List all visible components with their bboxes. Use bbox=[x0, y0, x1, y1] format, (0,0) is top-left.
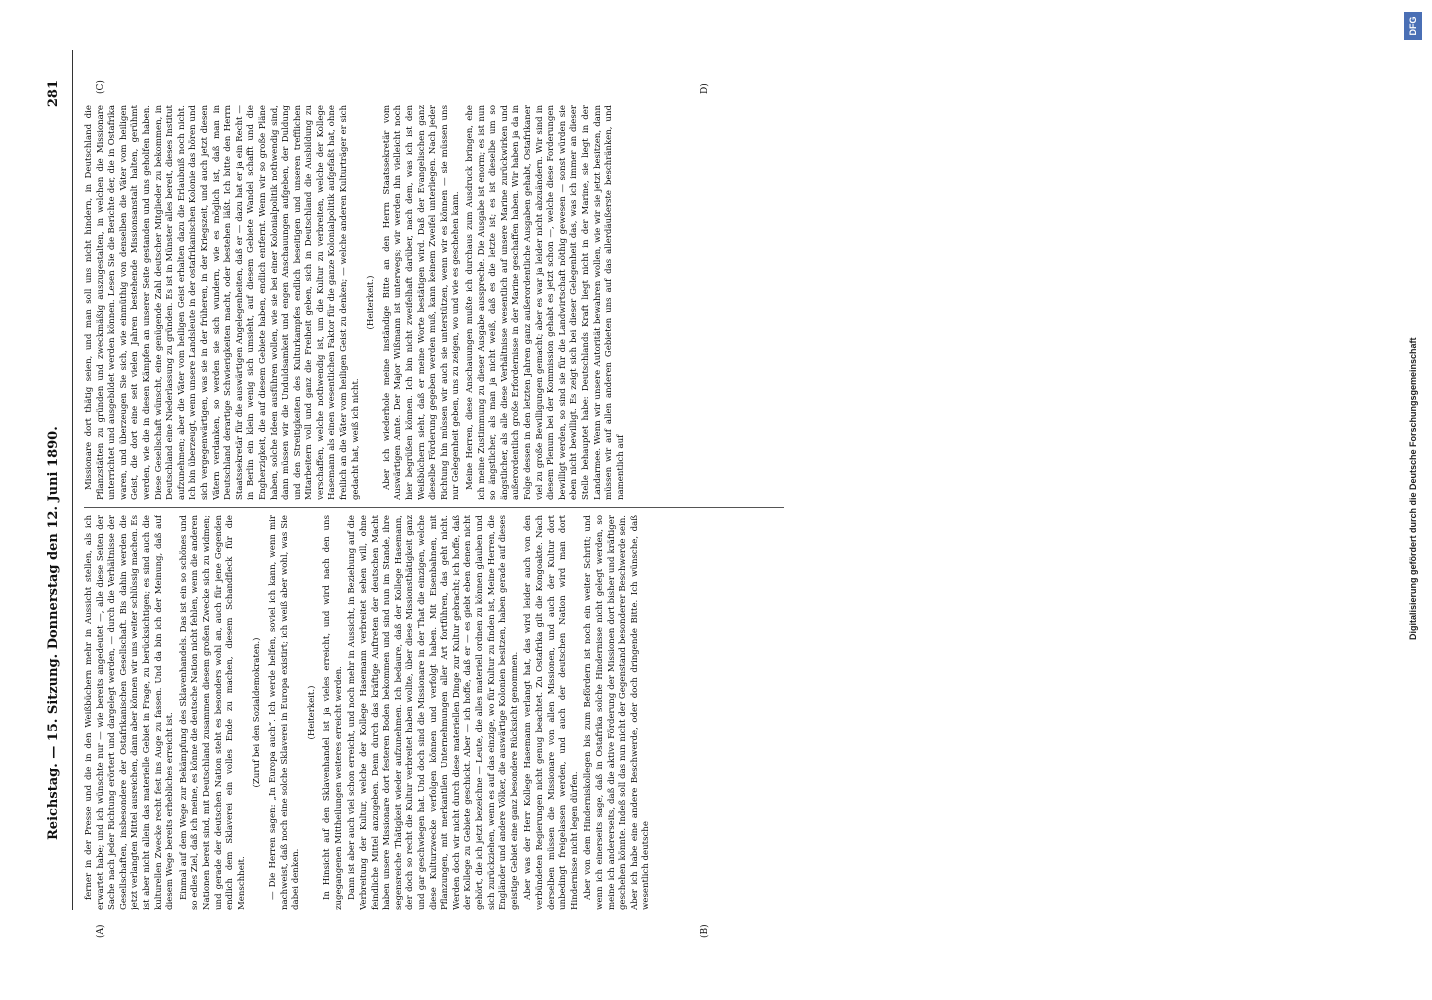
paragraph: Meine Herren, diese Anschauungen mußte ich durchaus zum Ausdruck bringen, ehe ich meine Zustimmung zu dieser Ausgabe ausspreche. Die Ausgabe ist enorm; es ist nun so ängstlicher, als man ja nicht weiß, daß es die letzte ist; es ist dieselbe um so ängstlicher, als alle diese Verhältnisse wesentlich auf unsere Marine zurückwirken und außerordentlich große Erfordernisse in der Marine geschaffen haben. Wir haben ja da in Folge dessen in den letzten Jahren ganz außerordentliche Ausgaben gehabt, Ostafrikaner viel zu große Bewilligungen gemacht; aber es war ja leider nicht abzuändern. Wir sind in diesem Plenum bei der Kommission gehabt es jetzt schon —, welche diese Forderungen bewilligt werden, so sind sie für die Landwirtschaft nöthig gewesen — sonst würden sie eben nicht bewilligt. Es zeigt sich bei dieser Gelegenheit das, was ich immer an dieser Stelle behauptet habe: Deutschlands Kraft liegt nicht in der Marine, sie liegt in der Landarmee. Wenn wir unsere Autorität bewahren wollen, wie wir sie jetzt besitzen, dann müssen wir auf allen anderen Gebieten uns auf das allerdäußerste beschränken, und namentlich auf bbox=[465, 105, 626, 500]
credit-text: Digitalisierung gefördert durch die Deutsche Forschungsgemeinschaft bbox=[1408, 337, 1418, 640]
paragraph: Missionare dort thätig seien, und man soll uns nicht hindern, in Deutschland die Pflanzstätten zu gründen und zweckmäßig auszugestalten, in welchen die Missionare unterrichtet und ausgebildet werden können. Lesen Sie die Berichte der, die in Ostafrika waren, und überzeugen Sie sich, wie einmüthig von denselben die Väter vom heiligen Geist, die dort eine seit vielen Jahren bestehende Missionsanstalt halten, gerühmt werden, wie die in diesen Kämpfen an unserer Seite gestanden und uns geholfen haben. Diese Gesellschaft wünscht, eine genügende Zahl deutscher Mitglieder zu bekommen, in Deutschland eine Niederlassung zu gründen. Es ist in Münster alles bereit, dieses Institut aufzunehmen; aber die Väter vom heiligen Geist erhalten dazu die Erlaubniß noch nicht. Ich bin überzeugt, wenn unsere Landsleute in der ostafrikanischen Kolonie das hören und sich vergegenwärtigen, was sie in der früheren, in der Kriegszeit, und auch jetzt diesen Vätern verdanken, so werden sie sich wundern, wie es möglich ist, daß man in Deutschland derartige Schwierigkeiten macht, oder bestehen läßt. Ich bitte den Herrn Staatssekretär für die auswärtigen Angelegenheiten, daß er — dazu hat er ja ein Recht — in Berlin ein klein wenig sich umsieht, auf diesem Gebiete Wandel schafft und die Engherzigkeit, die auf diesem Gebiete haben, endlich entfernt. Wenn wir so große Pläne haben, solche Ideen ausführen wollen, wie sie bei einer Kolonialpolitik nothwendig sind, dann müssen wir die Unduldsamkeit und engen Anschauungen aufgeben, der Duldung und den Streitigkeiten des Kulturkampfes endlich beseitigen und unseren trefflichen Mitarbeitern voll und ganz die Freiheit geben, sich in Deutschland die Ausbildung zu verschaffen, welche nothwendig ist, um die Kultur zu verbreiten, welche der Kollege Hasemann als einen wesentlichen Faktor für die ganze Kolonialpolitik aufgefaßt hat, ohne freilich an die Väter vom heiligen Geist zu denken; — welche anderen Kulturträger er sich gedacht hat, weiß ich nicht. bbox=[84, 105, 361, 500]
interjection: (Heiterkeit.) bbox=[306, 685, 317, 740]
paragraph: Aber ich wiederhole meine inständige Bitte an den Herrn Staatssekretär vom Auswärtigen Amte. Der Major Wißmann ist unterwegs; wir werden ihn vielleicht noch hier begrüßen können. Ich bin nicht zweifelhaft darüber, nach dem, was ich ist den Weißbüchern sieht, daß er meine Worte bestätigen wird. Daß der Evangelischen ganz dieselbe Förderung gegeben werden muß, kann keinem Zweifel unterliegen. Nach jeder Richtung hin müssen wir auch sie unterstützen, wenn wir es können — sie müssen uns nur Gelegenheit geben, uns zu zeigen, wo und wie es geschehen kann. bbox=[381, 105, 462, 500]
interjection: (Heiterkeit.) bbox=[366, 275, 377, 330]
paragraph: Aber von dem Hinderniskollegen bis zum Befördern ist noch ein weiter Schritt; und wenn ich einerseits sage, daß in Ostafrika solche Hindernisse nicht gelegt werden, so meine ich andererseits, daß die aktive Förderung der Missionen dort bisher und kräftiger geschehen könnte. Indeß soll das nun nicht der Gegenstand besonderer Beschwerde sein. Aber ich habe eine andere Beschwerde, oder doch dringende Bitte. Ich wünsche, daß wesentlich deutsche bbox=[583, 515, 652, 910]
text-column-left bbox=[84, 515, 794, 910]
header-title: Reichstag. — 15. Sitzung. Donnerstag den 12. Juni 1890. bbox=[46, 426, 61, 840]
paragraph: Einmal auf dem Wege zur Bekämpfung des Sklavenhandels. Das ist ein so schönes und so edles Ziel, daß ich meine, es könne die deutsche Nation nicht fehlen, wenn die anderen Nationen bereit sind, mit Deutschland zusammen diesem großen Zwecke sich zu widmen; und gerade der deutschen Nation steht es besonders wohl an, auch für jene Gegenden endlich dem Sklaverei ein volles Ende zu machen, diesem Schandfleck für die Menschheit. bbox=[178, 515, 247, 910]
marker-b: (B) bbox=[700, 924, 710, 938]
column-divider bbox=[84, 507, 784, 508]
page-header bbox=[46, 40, 70, 960]
paragraph: ferner in der Presse und die in den Weißbüchern mehr in Aussicht stellen, als ich erwartet habe; und ich wünschte nur — wie bereits angedeutet —, alle diese Seiten der Sache nach jeder Richtung erörtert und dargelegt werden, — durch die Verhältnisse der Gesellschaften, insbesondere der Ostafrikanischen Gesellschaft. Bis dahin werden die jetzt verlangten Mittel ausreichen, dann aber können wir uns weiter schlüssig machen. Es ist aber nicht allein das materielle Gebiet in Frage, zu berücksichtigen; es sind auch die kulturellen Zwecke recht fest ins Auge zu fassen. Und da bin ich der Meinung, daß auf diesem Wege bereits erhebliches erreicht ist. bbox=[84, 515, 176, 910]
dfg-logo: DFG bbox=[1404, 12, 1422, 40]
page-number: 281 bbox=[46, 80, 61, 108]
interjection: (Zuruf bei den Sozialdemokraten.) bbox=[252, 637, 263, 788]
paragraph: Aber was der Herr Kollege Hasemann verlangt hat, das wird leider auch von den verbündeten Regierungen nicht genug beachtet. Zu Ostafrika gilt die Kongoakte. Nach derselben müssen die Missionare von allen Missionen, und auch der Kultur dort unbedingt freigelassen werden, und auch der deutschen Nation wird man dort Hindernisse nicht legen dürfen. bbox=[523, 515, 580, 910]
digitization-credit bbox=[1400, 0, 1430, 1000]
marker-a: (A) bbox=[96, 924, 106, 938]
paragraph: — Die Herren sagen: „In Europa auch“. Ich werde helfen, soviel ich kann, wenn mir nachweist, daß noch eine solche Sklaverei in Europa existirt; ich weiß aber wohl, was Sie dabei denken. bbox=[267, 515, 302, 910]
header-rule bbox=[72, 50, 73, 910]
paragraph: Dann ist aber auch viel schon erreicht, und noch mehr in Aussicht, in Beziehung auf die Verbreitung der Kultur, welche der Kollege Hasemann verbreitet sehen will, ohne feindliche Mittel anzugeben. Denn durch das kräftige Auftreten der deutschen Macht haben unsere Missionare dort festeren Boden bekommen und sind nun im Stande, ihre segensreiche Thätigkeit wieder aufzunehmen. Ich bedaure, daß der Kollege Hasemann, der doch so recht die Kultur verbreitet haben wollte, über diese Missionsthätigkeit ganz und gar geschwiegen hat. Und doch sind die Missionare in der That die einzigen, welche diese Kulturzwecke verfolgen können und verfolgt haben. Mit Eisenbahnen, mit Pflanzungen, mit merkantilen Unternehmungen aller Art fortführen, das geht nicht. Werden doch wir nicht durch diese materiellen Dinge zur Kultur gebracht; ich hoffe, daß der Kollege zu Gebiete geschickt. Aber — ich hoffe, daß er — es giebt eben denen nicht gehört, die ich jetzt bezeichne — Leute, die alles materiell ordnen zu können glauben und sich zurückziehen, wenn es auf das einzige, wo für Kultur zu finden ist, Meine Herren, die Engländer und andere Völker, die auswärtige Kolonien besitzen, haben gerade auf dieses geistige Gebiet eine ganz besondere Rücksicht genommen. bbox=[347, 515, 520, 910]
text-column-right bbox=[84, 105, 794, 500]
marker-d: D) bbox=[700, 83, 710, 94]
marker-c: (C) bbox=[96, 80, 106, 94]
paragraph: In Hinsicht auf den Sklavenhandel ist ja vieles erreicht, und wird nach den uns zugegangenen Mittheilungen weiteres erreicht werden. bbox=[322, 515, 344, 910]
